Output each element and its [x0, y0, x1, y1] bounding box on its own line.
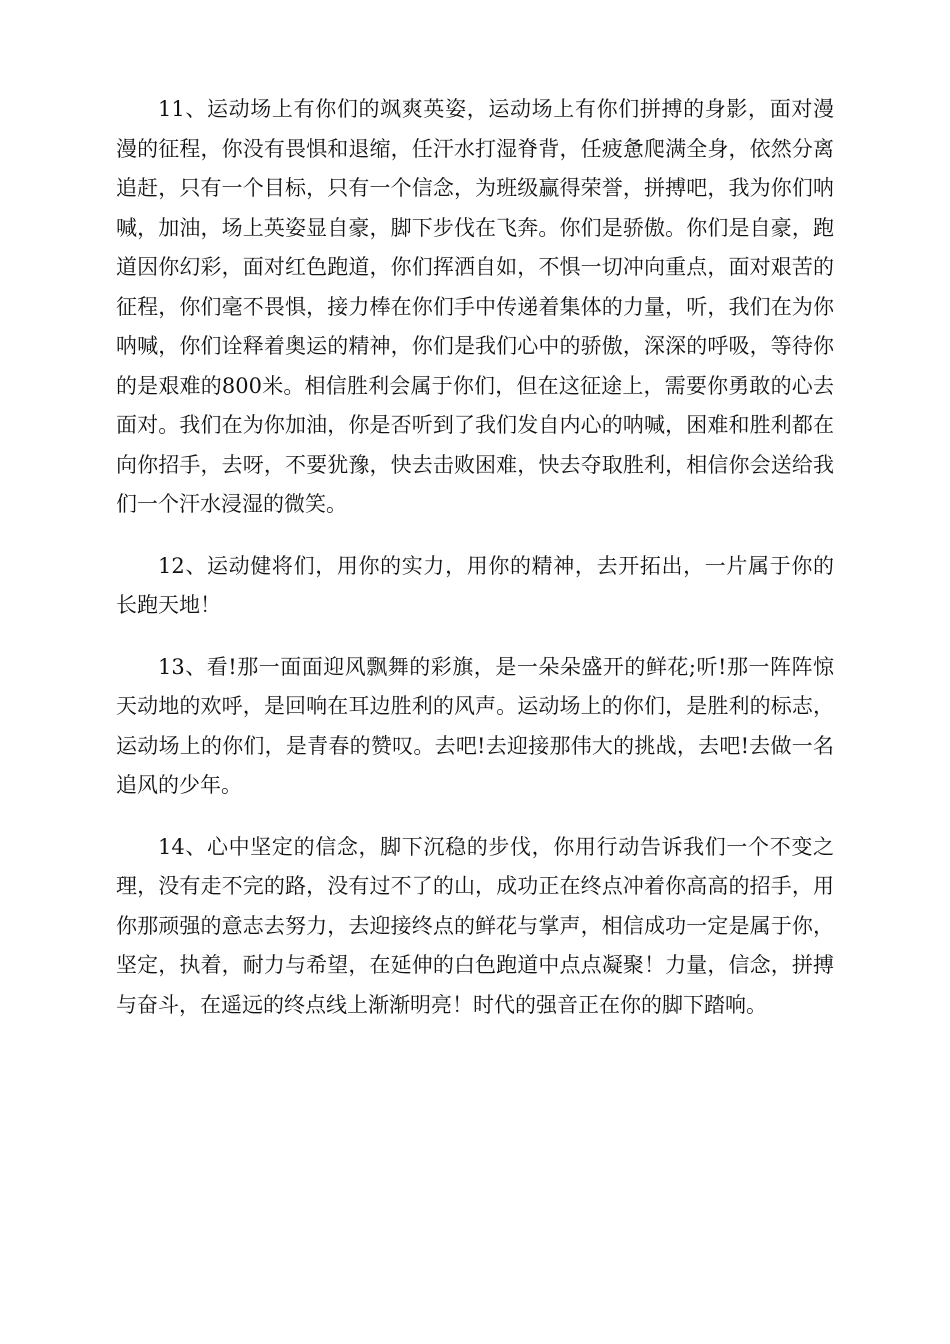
paragraph-14: 14、心中坚定的信念，脚下沉稳的步伐，你用行动告诉我们一个不变之理，没有走不完的路，没有过不了的山，成功正在终点冲着你高高的招手，用你那顽强的意志去努力，去迎接终点的鲜花与掌声，相信成功一定是属于你，坚定，执着，耐力与希望，在延伸的白色跑道中点点凝聚！力量，信念，拼搏与奋斗，在遥远的终点线上渐渐明亮！时代的强音正在你的脚下踏响。: [116, 834, 834, 1017]
paragraph-13: 13、看!那一面面迎风飘舞的彩旗，是一朵朵盛开的鲜花;听!那一阵阵惊天动地的欢呼，是回响在耳边胜利的风声。运动场上的你们，是胜利的标志，运动场上的你们，是青春的赞叹。去吧!去迎接那伟大的挑战，去吧!去做一名追风的少年。: [116, 654, 834, 797]
document-page: [116, 90, 834, 1047]
paragraph-12: 12、运动健将们，用你的实力，用你的精神，去开拓出，一片属于你的长跑天地！: [116, 553, 834, 617]
paragraph-11: 11、运动场上有你们的飒爽英姿，运动场上有你们拼搏的身影，面对漫漫的征程，你没有畏惧和退缩，任汗水打湿脊背，任疲惫爬满全身，依然分离追赶，只有一个目标，只有一个信念，为班级赢得荣誉，拼搏吧，我为你们呐喊，加油，场上英姿显自豪，脚下步伐在飞奔。你们是骄傲。你们是自豪，跑道因你幻彩，面对红色跑道，你们挥洒自如，不惧一切冲向重点，面对艰苦的征程，你们毫不畏惧，接力棒在你们手中传递着集体的力量，听，我们在为你呐喊，你们诠释着奥运的精神，你们是我们心中的骄傲，深深的呼吸，等待你的是艰难的800米。相信胜利会属于你们，但在这征途上，需要你勇敢的心去面对。我们在为你加油，你是否听到了我们发自内心的呐喊，困难和胜利都在向你招手，去呀，不要犹豫，快去击败困难，快去夺取胜利，相信你会送给我们一个汗水浸湿的微笑。: [116, 97, 834, 516]
